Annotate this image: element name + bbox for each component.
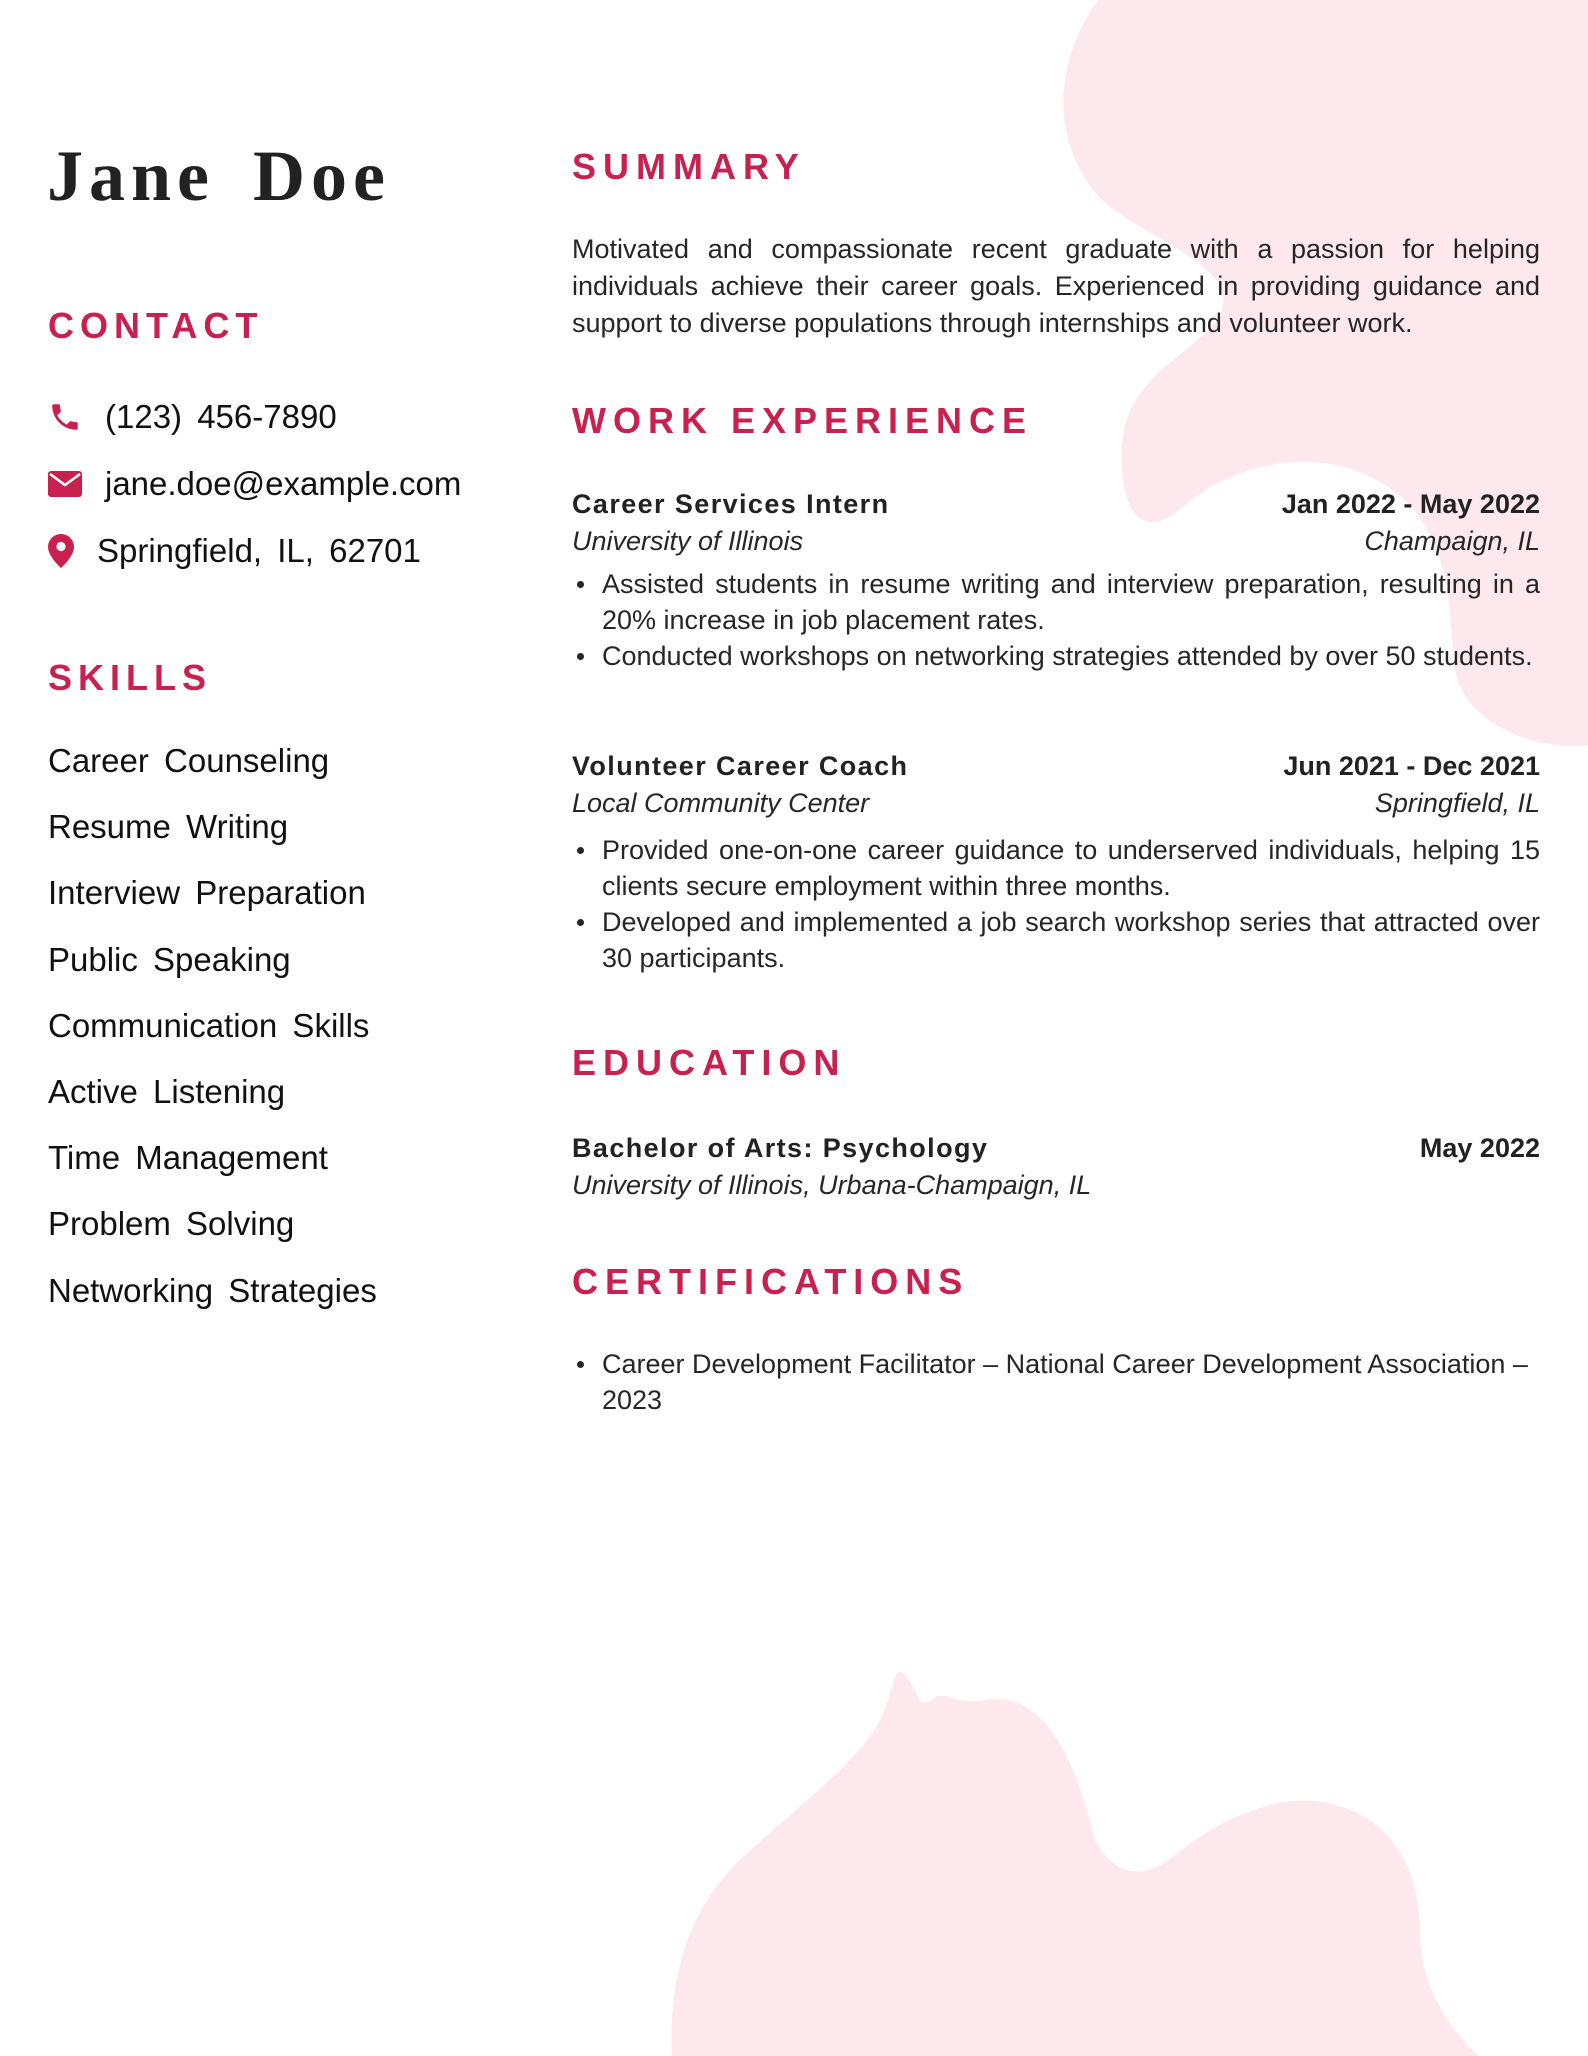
skill-item: Networking Strategies (48, 1271, 377, 1309)
job-bullet: Developed and implemented a job search workshop series that attracted over 30 participants. (602, 904, 1540, 976)
contact-heading: CONTACT (48, 305, 264, 346)
contact-list (47, 383, 461, 584)
skill-item: Time Management (48, 1139, 328, 1177)
job-header (572, 748, 1540, 785)
graduation-date: May 2022 (1419, 1133, 1540, 1163)
phone-icon (47, 399, 83, 435)
work-experience-heading: WORK EXPERIENCE (572, 400, 1034, 441)
skill-item: Active Listening (48, 1072, 286, 1110)
summary-heading: SUMMARY (572, 146, 806, 187)
certifications-section (572, 1346, 1540, 1418)
job-subheader (572, 523, 1540, 560)
email-icon (47, 466, 83, 502)
job-dates: Jun 2021 - Dec 2021 (1283, 751, 1540, 781)
job-bullet: Conducted workshops on networking strategies attended by over 50 students. (602, 638, 1540, 674)
location-pin-icon (47, 533, 75, 569)
certification-item: Career Development Facilitator – National Career Development Association – 2023 (602, 1346, 1540, 1418)
skills-heading: SKILLS (48, 657, 213, 698)
certifications-heading: CERTIFICATIONS (572, 1261, 970, 1302)
job-header (572, 486, 1540, 523)
job-title: Volunteer Career Coach (572, 751, 909, 781)
job-bullets (572, 832, 1540, 976)
education-entry (572, 1130, 1540, 1204)
job-entry (572, 748, 1540, 976)
job-entry (572, 486, 1540, 674)
job-dates: Jan 2022 - May 2022 (1281, 489, 1540, 519)
job-bullets (572, 566, 1540, 674)
education-header (572, 1130, 1540, 1167)
skill-item: Resume Writing (48, 808, 289, 846)
contact-phone (47, 383, 461, 450)
job-location: Champaign, IL (1364, 526, 1540, 556)
job-bullet: Assisted students in resume writing and interview preparation, resulting in a 20% increase in job placement rates. (602, 566, 1540, 638)
location-text: Springfield, IL, 62701 (97, 531, 421, 569)
education-heading: EDUCATION (572, 1042, 847, 1083)
skill-item: Interview Preparation (48, 874, 366, 912)
job-bullet: Provided one-on-one career guidance to underserved individuals, helping 15 clients secure employment within three months. (602, 832, 1540, 904)
degree: Bachelor of Arts: Psychology (572, 1133, 989, 1163)
school: University of Illinois, Urbana-Champaign, IL (572, 1170, 1092, 1200)
job-subheader (572, 785, 1540, 822)
education-subheader (572, 1167, 1540, 1204)
summary-text: Motivated and compassionate recent graduate with a passion for helping individuals achieve their career goals. Experienced in providing guidance and support to diverse populations through internships and volunteer work. (572, 234, 1540, 338)
candidate-name: Jane Doe (47, 136, 391, 216)
skill-item: Communication Skills (48, 1006, 370, 1044)
job-organization: University of Illinois (572, 526, 804, 556)
phone-number: (123) 456-7890 (105, 397, 337, 435)
skill-item: Career Counseling (48, 742, 330, 779)
skills-list (48, 736, 377, 1332)
job-title: Career Services Intern (572, 489, 890, 519)
job-location: Springfield, IL (1374, 788, 1540, 818)
email-address[interactable]: jane.doe@example.com (105, 464, 462, 502)
summary-section (572, 231, 1540, 342)
skill-item: Public Speaking (48, 940, 291, 978)
certification-list (572, 1346, 1540, 1418)
contact-location (47, 517, 461, 584)
contact-email (47, 450, 461, 517)
job-organization: Local Community Center (572, 788, 870, 818)
skill-item: Problem Solving (48, 1205, 295, 1243)
